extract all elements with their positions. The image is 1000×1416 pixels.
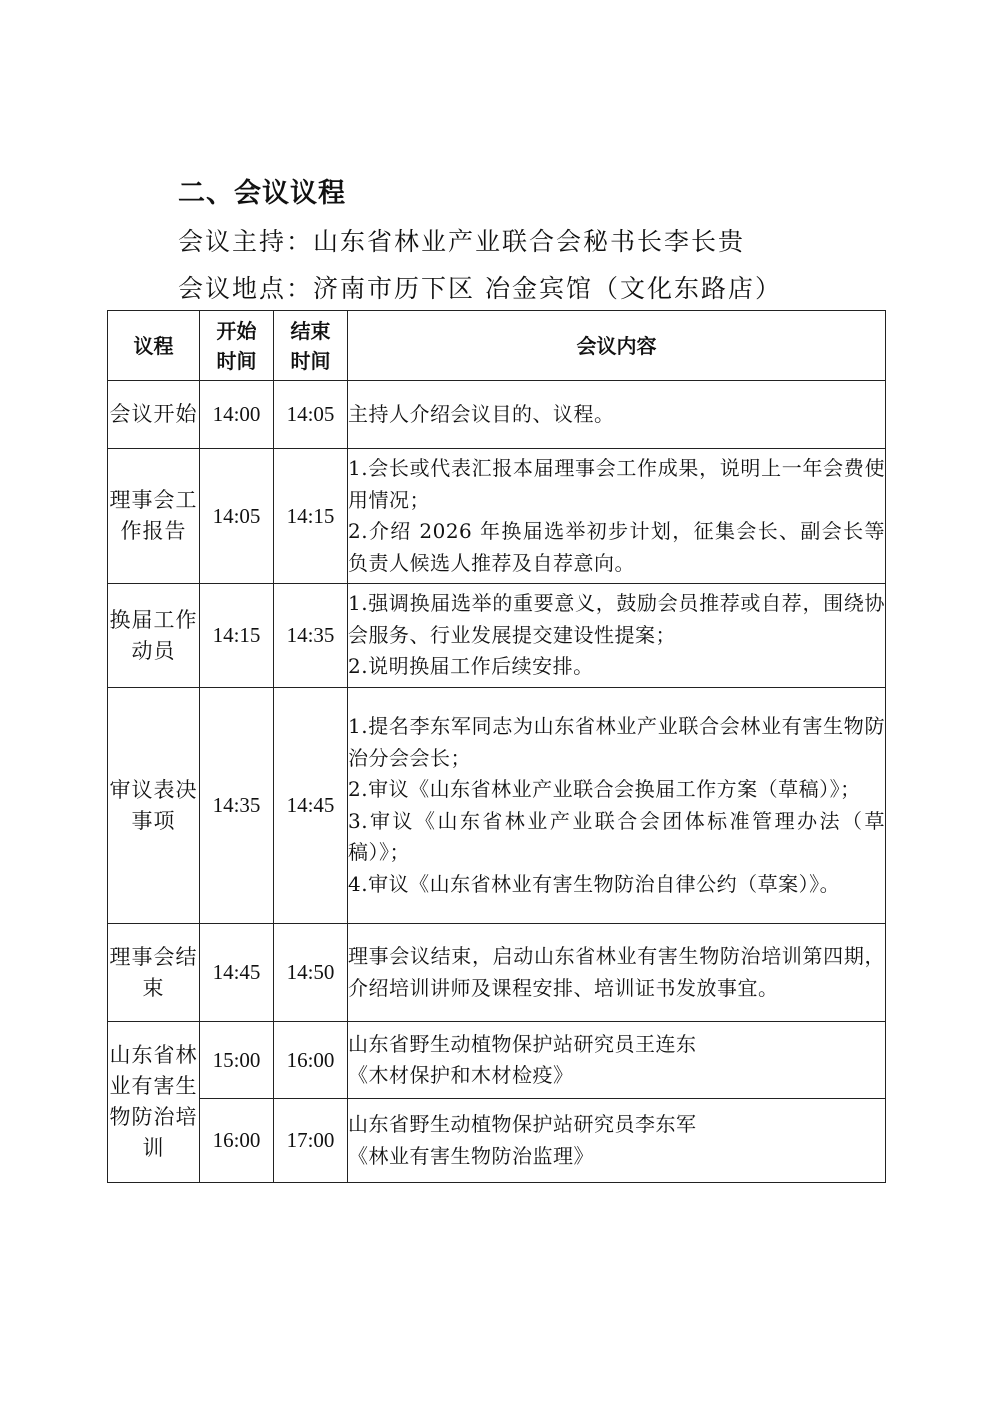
row-content <box>348 449 886 584</box>
row-item: 理事会工作报告 <box>108 449 200 584</box>
table-row <box>108 381 886 449</box>
row-start: 14:15 <box>200 584 274 688</box>
row-item: 会议开始 <box>108 381 200 449</box>
content-line: 1.提名李东军同志为山东省林业产业联合会林业有害生物防治分会会长； <box>348 714 885 770</box>
header-start-line2: 时间 <box>216 348 257 373</box>
row-end: 14:35 <box>274 584 348 688</box>
row-item: 换届工作动员 <box>108 584 200 688</box>
table-row <box>108 449 886 584</box>
row-item-training: 山东省林业有害生物防治培训 <box>108 1022 200 1183</box>
row-start: 14:05 <box>200 449 274 584</box>
table-row <box>108 924 886 1022</box>
row-end: 16:00 <box>274 1022 348 1099</box>
table-row <box>108 1099 886 1183</box>
row-content <box>348 1022 886 1099</box>
header-start-line1: 开始 <box>216 318 257 343</box>
header-item: 议程 <box>108 311 200 381</box>
table-header-row <box>108 311 886 381</box>
row-content <box>348 381 886 449</box>
row-end: 14:05 <box>274 381 348 449</box>
row-content <box>348 924 886 1022</box>
row-end: 14:15 <box>274 449 348 584</box>
row-end: 17:00 <box>274 1099 348 1183</box>
content-line: 2.审议《山东省林业产业联合会换届工作方案（草稿）》； <box>348 777 861 801</box>
content-line: 主持人介绍会议目的、议程。 <box>348 401 615 426</box>
row-content <box>348 688 886 924</box>
row-start: 16:00 <box>200 1099 274 1183</box>
table-row <box>108 584 886 688</box>
content-line: 1.强调换届选举的重要意义，鼓励会员推荐或自荐，围绕协会服务、行业发展提交建设性提案； <box>348 591 885 647</box>
row-item: 审议表决事项 <box>108 688 200 924</box>
table-row <box>108 1022 886 1099</box>
table-row <box>108 688 886 924</box>
header-end-time <box>274 311 348 381</box>
content-line: 2.介绍 2026 年换届选举初步计划，征集会长、副会长等负责人候选人推荐及自荐意向。 <box>348 519 885 575</box>
row-start: 14:35 <box>200 688 274 924</box>
content-line: 2.说明换届工作后续安排。 <box>348 654 594 679</box>
section-heading: 二、会议议程 <box>178 178 346 209</box>
header-end-line1: 结束 <box>290 318 331 343</box>
content-line: 4.审议《山东省林业有害生物防治自律公约（草案）》。 <box>348 871 841 896</box>
row-start: 14:45 <box>200 924 274 1022</box>
row-end: 14:50 <box>274 924 348 1022</box>
content-line: 1.会长或代表汇报本届理事会工作成果，说明上一年会费使用情况； <box>348 456 885 512</box>
meeting-host-line <box>178 222 745 262</box>
venue-label: 会议地点： <box>178 274 314 303</box>
row-content <box>348 584 886 688</box>
header-start-time <box>200 311 274 381</box>
header-end-line2: 时间 <box>290 348 331 373</box>
header-content: 会议内容 <box>348 311 886 381</box>
content-line: 3.审议《山东省林业产业联合会团体标准管理办法（草稿）》； <box>348 808 885 864</box>
row-start: 15:00 <box>200 1022 274 1099</box>
content-line: 理事会议结束，启动山东省林业有害生物防治培训第四期，介绍培训讲师及课程安排、培训证书发放事宜。 <box>348 944 885 1000</box>
agenda-table <box>107 310 886 1183</box>
row-item: 理事会结束 <box>108 924 200 1022</box>
host-label: 会议主持： <box>178 227 314 256</box>
venue-value: 济南市历下区 冶金宾馆（文化东路店） <box>313 274 782 303</box>
content-line: 《林业有害生物防治监理》 <box>348 1143 594 1168</box>
content-line: 山东省野生动植物保护站研究员王连东 <box>348 1031 697 1056</box>
row-start: 14:00 <box>200 381 274 449</box>
meeting-venue-line <box>178 269 782 309</box>
content-line: 《木材保护和木材检疫》 <box>348 1063 574 1087</box>
host-value: 山东省林业产业联合会秘书长李长贵 <box>313 227 746 256</box>
row-content <box>348 1099 886 1183</box>
row-end: 14:45 <box>274 688 348 924</box>
content-line: 山东省野生动植物保护站研究员李东军 <box>348 1112 697 1136</box>
